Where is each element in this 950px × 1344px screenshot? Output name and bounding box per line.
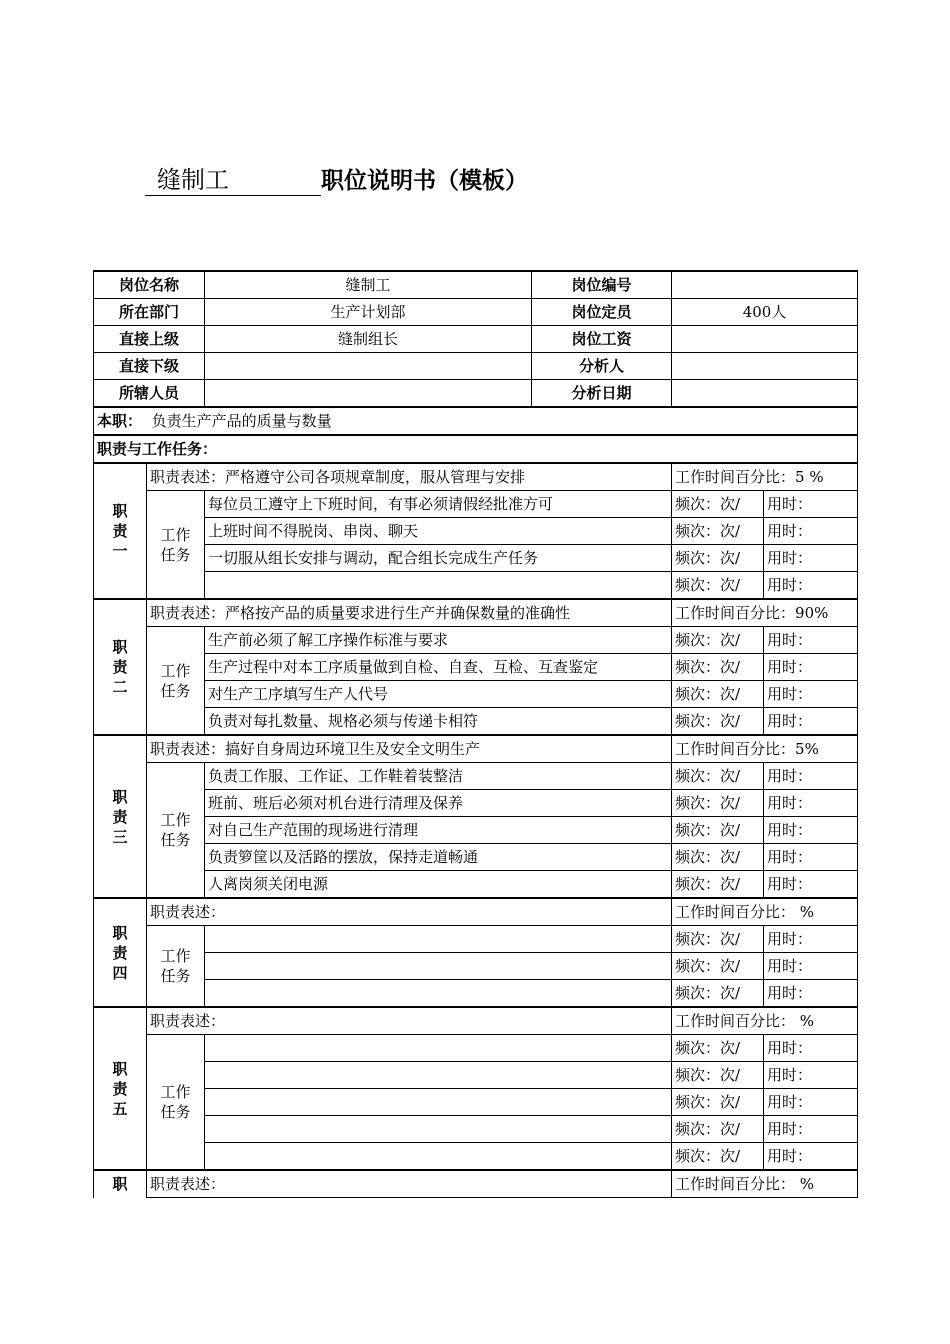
task-text bbox=[205, 953, 672, 980]
task-row bbox=[94, 980, 858, 1008]
task-text bbox=[205, 1089, 672, 1116]
duty-description bbox=[147, 735, 672, 763]
duty-description bbox=[147, 1007, 672, 1035]
task-row bbox=[94, 518, 858, 545]
task-frequency: 频次：次/ bbox=[672, 871, 764, 899]
task-frequency: 频次：次/ bbox=[672, 1089, 764, 1116]
task-text: 班前、班后必须对机台进行清理及保养 bbox=[205, 790, 672, 817]
task-text: 负责箩筐以及活路的摆放，保持走道畅通 bbox=[205, 844, 672, 871]
task-duration: 用时： bbox=[764, 627, 858, 654]
info-row bbox=[94, 271, 858, 299]
task-row bbox=[94, 817, 858, 844]
duty-label-char: 责 bbox=[112, 1079, 128, 1098]
duty-label-char: 四 bbox=[112, 963, 128, 982]
duty-label-char: 职 bbox=[112, 638, 128, 656]
duty-desc-row bbox=[94, 1007, 858, 1035]
main-duty-row bbox=[94, 407, 858, 435]
task-duration: 用时： bbox=[764, 1062, 858, 1089]
task-text bbox=[205, 1062, 672, 1089]
task-frequency: 频次：次/ bbox=[672, 627, 764, 654]
task-row bbox=[94, 572, 858, 600]
value-superior: 缝制组长 bbox=[205, 326, 532, 353]
main-duty-label: 本职： bbox=[97, 412, 143, 430]
work-time-percentage-label: 工作时间百分比： bbox=[675, 903, 796, 921]
duty-label bbox=[94, 599, 147, 735]
task-label bbox=[147, 763, 205, 899]
job-title: 缝制工 bbox=[145, 160, 321, 196]
work-time-percentage bbox=[672, 463, 858, 491]
duty-description bbox=[147, 898, 672, 926]
duty-desc-row bbox=[94, 898, 858, 926]
job-description-table bbox=[93, 270, 858, 1198]
task-frequency: 频次：次/ bbox=[672, 654, 764, 681]
task-label bbox=[147, 926, 205, 1008]
label-analysis-date: 分析日期 bbox=[532, 380, 672, 408]
task-text: 人离岗须关闭电源 bbox=[205, 871, 672, 899]
task-label-line: 任务 bbox=[160, 1103, 191, 1121]
info-row bbox=[94, 326, 858, 353]
value-position-name: 缝制工 bbox=[205, 271, 532, 299]
label-department: 所在部门 bbox=[94, 299, 205, 326]
task-row bbox=[94, 790, 858, 817]
task-duration: 用时： bbox=[764, 572, 858, 600]
label-subordinate: 直接下级 bbox=[94, 353, 205, 380]
task-text: 生产过程中对本工序质量做到自检、自查、互检、互查鉴定 bbox=[205, 654, 672, 681]
duty-desc-row bbox=[94, 735, 858, 763]
info-row bbox=[94, 299, 858, 326]
work-time-percentage bbox=[672, 898, 858, 926]
duty-description-text: 搞好自身周边环境卫生及安全文明生产 bbox=[225, 740, 481, 758]
work-time-percentage-value: 90% bbox=[795, 604, 829, 622]
task-text: 上班时间不得脱岗、串岗、聊天 bbox=[205, 518, 672, 545]
value-subordinate bbox=[205, 353, 532, 380]
task-text: 一切服从组长安排与调动，配合组长完成生产任务 bbox=[205, 545, 672, 572]
task-duration: 用时： bbox=[764, 953, 858, 980]
task-text: 对生产工序填写生产人代号 bbox=[205, 681, 672, 708]
task-label-line: 工作 bbox=[160, 811, 191, 829]
duty-description-prefix: 职责表述： bbox=[150, 1012, 226, 1030]
task-frequency: 频次：次/ bbox=[672, 1143, 764, 1171]
task-frequency: 频次：次/ bbox=[672, 1062, 764, 1089]
task-frequency: 频次：次/ bbox=[672, 953, 764, 980]
task-row bbox=[94, 1089, 858, 1116]
duty-label bbox=[94, 898, 147, 1007]
task-row bbox=[94, 1035, 858, 1062]
task-text: 负责对每扎数量、规格必须与传递卡相符 bbox=[205, 708, 672, 736]
task-text: 对自己生产范围的现场进行清理 bbox=[205, 817, 672, 844]
task-duration: 用时： bbox=[764, 871, 858, 899]
document-title: 职位说明书（模板） bbox=[321, 168, 528, 194]
label-analyst: 分析人 bbox=[532, 353, 672, 380]
task-duration: 用时： bbox=[764, 790, 858, 817]
work-time-percentage-label: 工作时间百分比： bbox=[675, 604, 796, 622]
duty-description-prefix: 职责表述： bbox=[150, 1175, 226, 1193]
work-time-percentage bbox=[672, 599, 858, 627]
task-duration: 用时： bbox=[764, 817, 858, 844]
duty-description bbox=[147, 463, 672, 491]
duty-desc-row bbox=[94, 1170, 858, 1198]
task-label bbox=[147, 627, 205, 736]
value-staff bbox=[205, 380, 532, 408]
info-row bbox=[94, 353, 858, 380]
task-label-line: 工作 bbox=[160, 661, 191, 680]
page-title bbox=[145, 160, 528, 196]
duty-description bbox=[147, 599, 672, 627]
duty-description-text: 严格按产品的质量要求进行生产并确保数量的准确性 bbox=[225, 604, 571, 622]
task-label-line: 任务 bbox=[160, 545, 191, 564]
duty-label bbox=[94, 1170, 147, 1198]
task-frequency: 频次：次/ bbox=[672, 681, 764, 708]
duty-description-prefix: 职责表述： bbox=[150, 740, 226, 758]
task-label-line: 工作 bbox=[160, 1083, 191, 1101]
duty-label bbox=[94, 463, 147, 599]
task-duration: 用时： bbox=[764, 545, 858, 572]
task-label-line: 任务 bbox=[160, 967, 191, 985]
task-duration: 用时： bbox=[764, 491, 858, 518]
task-frequency: 频次：次/ bbox=[672, 572, 764, 600]
task-frequency: 频次：次/ bbox=[672, 491, 764, 518]
task-frequency: 频次：次/ bbox=[672, 708, 764, 736]
task-frequency: 频次：次/ bbox=[672, 1035, 764, 1062]
label-wage: 岗位工资 bbox=[532, 326, 672, 353]
work-time-percentage-value: % bbox=[795, 1012, 815, 1030]
main-duty-value: 负责生产产品的质量与数量 bbox=[151, 412, 332, 430]
task-duration: 用时： bbox=[764, 763, 858, 790]
task-row bbox=[94, 1143, 858, 1171]
value-analysis-date bbox=[672, 380, 858, 408]
task-frequency: 频次：次/ bbox=[672, 844, 764, 871]
task-frequency: 频次：次/ bbox=[672, 763, 764, 790]
task-row bbox=[94, 1116, 858, 1143]
task-duration: 用时： bbox=[764, 926, 858, 953]
task-text bbox=[205, 926, 672, 953]
value-analyst bbox=[672, 353, 858, 380]
work-time-percentage-value: % bbox=[795, 1175, 815, 1193]
task-text bbox=[205, 1035, 672, 1062]
info-row bbox=[94, 380, 858, 408]
duty-label bbox=[94, 1007, 147, 1170]
work-time-percentage-value: 5% bbox=[795, 740, 819, 758]
task-text bbox=[205, 572, 672, 600]
label-position-name: 岗位名称 bbox=[94, 271, 205, 299]
task-frequency: 频次：次/ bbox=[672, 790, 764, 817]
work-time-percentage-label: 工作时间百分比： bbox=[675, 740, 796, 758]
task-duration: 用时： bbox=[764, 518, 858, 545]
task-row bbox=[94, 627, 858, 654]
task-row bbox=[94, 708, 858, 736]
section-row bbox=[94, 435, 858, 463]
task-row bbox=[94, 844, 858, 871]
task-label-line: 工作 bbox=[160, 947, 191, 965]
task-duration: 用时： bbox=[764, 681, 858, 708]
label-staff: 所辖人员 bbox=[94, 380, 205, 408]
task-frequency: 频次：次/ bbox=[672, 980, 764, 1008]
duty-desc-row bbox=[94, 599, 858, 627]
task-text: 每位员工遵守上下班时间，有事必须请假经批准方可 bbox=[205, 491, 672, 518]
task-duration: 用时： bbox=[764, 1089, 858, 1116]
section-label: 职责与工作任务： bbox=[94, 435, 532, 463]
duty-label-char: 职 bbox=[112, 502, 128, 520]
duty-label-char: 责 bbox=[112, 807, 128, 826]
task-duration: 用时： bbox=[764, 1035, 858, 1062]
work-time-percentage-label: 工作时间百分比： bbox=[675, 1012, 796, 1030]
task-frequency: 频次：次/ bbox=[672, 817, 764, 844]
duty-desc-row bbox=[94, 463, 858, 491]
task-row bbox=[94, 953, 858, 980]
duty-description-prefix: 职责表述： bbox=[150, 903, 226, 921]
task-label-line: 任务 bbox=[160, 681, 191, 700]
work-time-percentage-label: 工作时间百分比： bbox=[675, 468, 796, 486]
task-label bbox=[147, 491, 205, 600]
work-time-percentage bbox=[672, 1170, 858, 1198]
task-duration: 用时： bbox=[764, 980, 858, 1008]
task-text: 生产前必须了解工序操作标准与要求 bbox=[205, 627, 672, 654]
task-text bbox=[205, 1116, 672, 1143]
duty-label-char: 五 bbox=[112, 1099, 128, 1118]
label-position-code: 岗位编号 bbox=[532, 271, 672, 299]
task-frequency: 频次：次/ bbox=[672, 1116, 764, 1143]
task-row bbox=[94, 681, 858, 708]
duty-label-char: 责 bbox=[112, 658, 128, 676]
duty-label-char: 职 bbox=[112, 1175, 128, 1194]
job-description-sheet bbox=[93, 270, 858, 1344]
task-text bbox=[205, 1143, 672, 1171]
task-duration: 用时： bbox=[764, 844, 858, 871]
duty-description bbox=[147, 1170, 672, 1198]
work-time-percentage bbox=[672, 1007, 858, 1035]
task-duration: 用时： bbox=[764, 1143, 858, 1171]
duty-description-text: 严格遵守公司各项规章制度，服从管理与安排 bbox=[225, 468, 526, 486]
task-row bbox=[94, 871, 858, 899]
work-time-percentage-value: 5 % bbox=[795, 468, 824, 486]
duty-label-char: 一 bbox=[112, 542, 128, 560]
value-headcount: 400人 bbox=[672, 299, 858, 326]
section-spacer bbox=[532, 435, 858, 463]
work-time-percentage bbox=[672, 735, 858, 763]
duty-description-prefix: 职责表述： bbox=[150, 604, 226, 622]
task-text bbox=[205, 980, 672, 1008]
value-department: 生产计划部 bbox=[205, 299, 532, 326]
work-time-percentage-value: % bbox=[795, 903, 815, 921]
main-duty bbox=[94, 407, 858, 435]
task-row bbox=[94, 926, 858, 953]
task-label-line: 工作 bbox=[160, 525, 191, 544]
task-duration: 用时： bbox=[764, 1116, 858, 1143]
work-time-percentage-label: 工作时间百分比： bbox=[675, 1175, 796, 1193]
duty-label-char: 责 bbox=[112, 943, 128, 962]
value-position-code bbox=[672, 271, 858, 299]
duty-label-char: 责 bbox=[112, 522, 128, 540]
duty-label-char: 职 bbox=[112, 1059, 128, 1078]
label-superior: 直接上级 bbox=[94, 326, 205, 353]
task-row bbox=[94, 491, 858, 518]
duty-description-prefix: 职责表述： bbox=[150, 468, 226, 486]
duty-label-char: 职 bbox=[112, 923, 128, 942]
duty-label-char: 二 bbox=[112, 678, 128, 696]
task-frequency: 频次：次/ bbox=[672, 518, 764, 545]
task-row bbox=[94, 1062, 858, 1089]
task-text: 负责工作服、工作证、工作鞋着装整洁 bbox=[205, 763, 672, 790]
task-duration: 用时： bbox=[764, 708, 858, 736]
duty-label bbox=[94, 735, 147, 898]
task-row bbox=[94, 654, 858, 681]
duty-label-char: 三 bbox=[112, 827, 128, 846]
task-frequency: 频次：次/ bbox=[672, 545, 764, 572]
task-duration: 用时： bbox=[764, 654, 858, 681]
duty-label-char: 职 bbox=[112, 787, 128, 806]
task-label bbox=[147, 1035, 205, 1171]
value-wage bbox=[672, 326, 858, 353]
task-label-line: 任务 bbox=[160, 831, 191, 849]
task-frequency: 频次：次/ bbox=[672, 926, 764, 953]
task-row bbox=[94, 763, 858, 790]
label-headcount: 岗位定员 bbox=[532, 299, 672, 326]
task-row bbox=[94, 545, 858, 572]
